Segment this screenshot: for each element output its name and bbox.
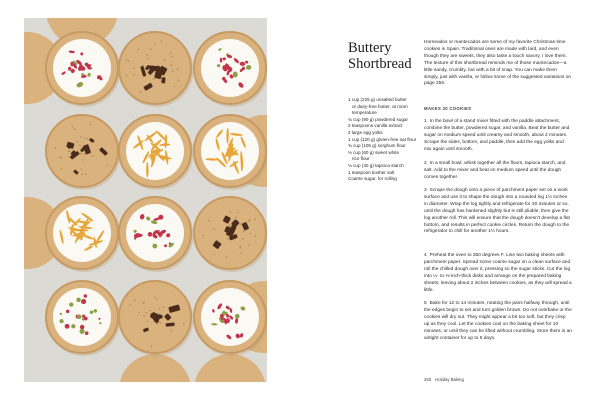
recipe-step-4: [424, 253, 572, 294]
ingredient-item: ⅓ cup (60 g) sweet white: [348, 149, 400, 155]
step-number: 1: [424, 119, 427, 124]
recipe-yield: MAKES 30 COOKIES: [424, 106, 472, 111]
recipe-step-3: [424, 188, 572, 236]
ingredient-item: ¾ cup (105 g) sorghum flour: [348, 143, 406, 149]
step-number: 3: [424, 188, 427, 193]
ingredient-item: 1 teaspoon kosher salt: [348, 169, 395, 175]
cookie: [194, 281, 267, 356]
cookie: [46, 32, 121, 107]
step-number: 4: [424, 253, 427, 258]
recipe-title-line-1: Buttery: [348, 40, 392, 56]
cookie: [194, 32, 267, 107]
recipe-step-5: [424, 301, 572, 342]
step-text: Preheat the oven to 350 degrees F. Line two baking sheets with parchment paper. Spread some coarse sugar on a clean surface and roll the chilled dough over it, pressing so the sugar sticks. Cut the log into ¼- to ⅓-inch-thick disks and arrange on the prepared baking sheets, leaving about 2 inches between cookies, as they will spread a little.: [424, 253, 572, 293]
cookie: [46, 281, 121, 356]
cookie: [119, 197, 194, 272]
step-text: Scrape the dough onto a piece of parchment paper set on a work surface and use it to shape the dough into a rounded log 1½ inches in diameter. Wrap the log tightly and refrigerate for 30 minutes or so, until the dough has hardened slightly but is still pliable, then give the log another roll. This will ensure that the dough doesn't develop a flat bottom, and results in perfect cookie circles. Return the dough to the refrigerator to chill for another 1½ hours.: [424, 188, 570, 235]
cookie: [46, 197, 121, 272]
cookie-photo-svg: [24, 18, 267, 382]
step-text: In a small bowl, whisk together all the flours, tapioca starch, and salt. Add to the mixer and beat on medium speed until the dough comes together.: [424, 161, 566, 180]
cookie: [46, 115, 121, 190]
ingredient-item: temperature: [352, 110, 377, 116]
step-number: 5: [424, 301, 427, 306]
cookie-photo: [24, 18, 267, 382]
cookie: [119, 281, 194, 356]
cookie: [119, 115, 194, 190]
step-number: 2: [424, 161, 427, 166]
page-number: 255: [424, 377, 432, 382]
page-footer: [424, 377, 464, 382]
ingredient-item: or dairy-free butter, at room: [352, 103, 408, 109]
ingredient-item: rice flour: [352, 156, 370, 162]
recipe-step-1: [424, 119, 572, 154]
recipe-intro: Horneados or mantecados are some of my favorite Christmas-time cookies in Spain. Traditional ones are made with lard, and even though they are sweets, they also taste a touch savory. I love them. The texture of this shortbread reminds me of those mantecados—a little sandy, crumbly, but with a bit of snap. You can make them simply, just with vanilla, or follow some of the suggested variations on page 256.: [424, 40, 572, 87]
ingredient-item: Coarse sugar, for rolling: [348, 176, 397, 182]
ingredients-list: [348, 97, 418, 183]
cookie: [119, 32, 194, 107]
ingredient-item: ¾ cup (90 g) powdered sugar: [348, 116, 409, 122]
cookie: [194, 115, 267, 190]
recipe-title-line-2: Shortbread: [348, 56, 412, 72]
ingredient-item: 2 large egg yolks: [348, 129, 383, 135]
cookie: [194, 197, 267, 272]
recipe-title: [348, 40, 418, 72]
ingredient-item: 1 cup (225 g) unsalted butter: [348, 97, 407, 102]
step-text: Bake for 12 to 14 minutes, rotating the pans halfway through, until the edges begin to set and turn golden brown. Do not overbake or the cookies will dry out. They might appear a bit too soft, but they crisp up as they cool. Let the cookies cool on the baking sheet for 10 minutes, or until they can be lifted without crumbling. Store them in an airtight container for up to 5 days.: [424, 301, 572, 341]
ingredient-item: 1 cup (120 g) gluten-free oat flour: [348, 136, 417, 142]
recipe-step-2: [424, 161, 572, 182]
section-name: Holiday Baking: [435, 377, 464, 382]
ingredient-item: ⅓ cup (40 g) tapioca starch: [348, 162, 404, 168]
step-text: In the bowl of a stand mixer fitted with the paddle attachment, combine the butter, powdered sugar, and vanilla. Beat the butter and sugar on medium speed until creamy and smooth, about 2 minutes. Scrape the sides, bottom, and paddle, then add the egg yolks and mix again until smooth.: [424, 119, 570, 152]
ingredient-item: 2 teaspoons vanilla extract: [348, 123, 403, 129]
